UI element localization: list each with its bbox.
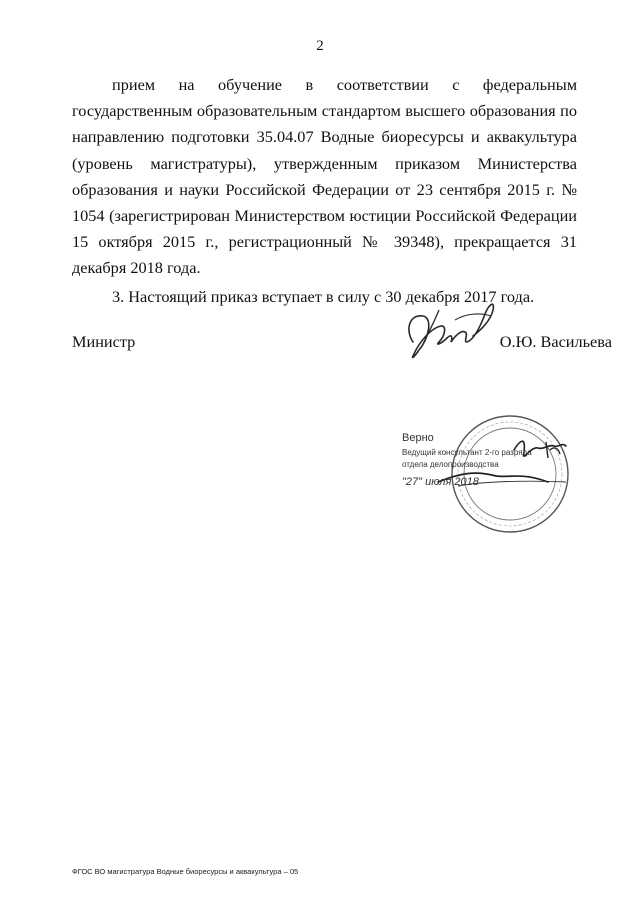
paragraph-continuation: прием на обучение в соответствии с федеральным государственным образовательным стандартом высшего образования по направлению подготовки 35.04.07 Водные биоресурсы и аквакультура (уровень магистратуры), утвержденным приказом Министерства образования и науки Российской Федерации от 23 сентября 2015 г. № 1054 (зарегистрирован Министерством юстиции Российской Федерации 15 октября 2015 г., регистрационный № 39348), прекращается 31 декабря 2018 года.: [72, 75, 577, 278]
certification-stamp: [398, 412, 588, 552]
stamp-verno: Верно: [402, 432, 434, 444]
handwritten-signature: [395, 290, 505, 370]
stamp-role: Ведущий консультант 2-го разряда: [402, 448, 532, 457]
stamp-department: отдела делопроизводства: [402, 460, 499, 469]
document-body: [72, 72, 577, 310]
stamp-date: "27" июля 2018: [402, 476, 479, 488]
signer-name: О.Ю. Васильева: [499, 332, 612, 351]
paragraph-3: 3. Настоящий приказ вступает в силу с 30 декабря 2017 года.: [112, 286, 535, 306]
signer-position: Министр: [72, 332, 136, 351]
footer-note: ФГОС ВО магистратура Водные биоресурсы и аквакультура – 05: [72, 867, 299, 876]
signature-block: [72, 332, 612, 362]
page-number: 2: [316, 38, 324, 54]
